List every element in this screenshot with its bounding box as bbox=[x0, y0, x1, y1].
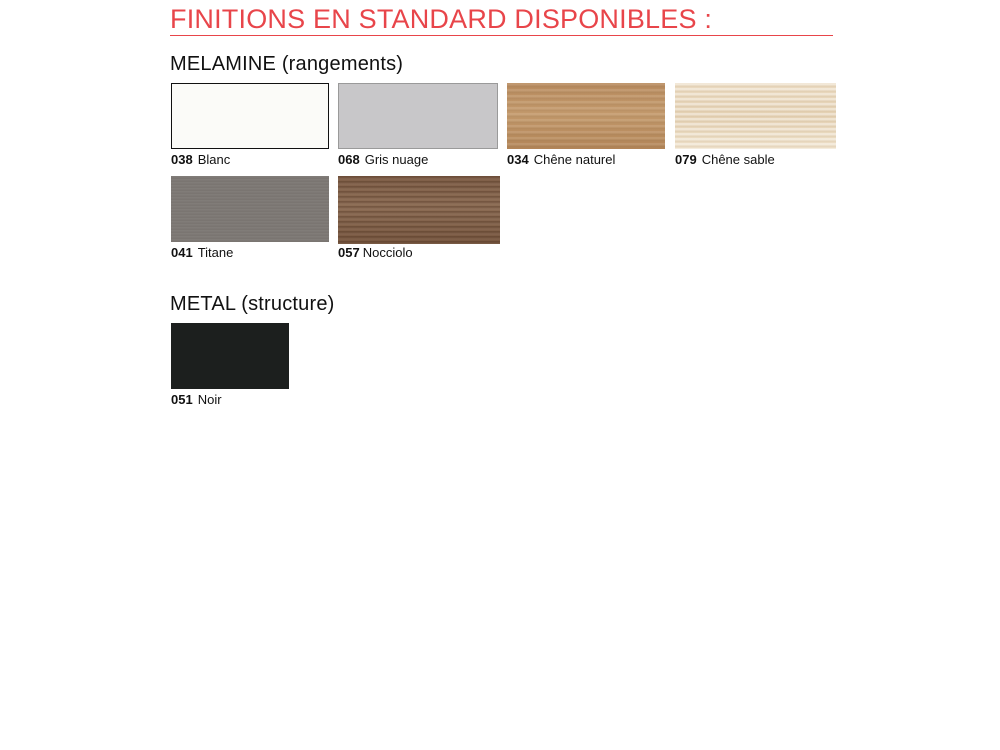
swatch-code: 068 bbox=[338, 152, 360, 167]
swatch-color bbox=[507, 83, 665, 149]
swatch-caption bbox=[171, 392, 222, 407]
swatch-caption bbox=[338, 245, 413, 260]
swatch-color bbox=[171, 83, 329, 149]
swatch-color bbox=[338, 83, 498, 149]
swatch-name: Nocciolo bbox=[362, 245, 413, 260]
swatch-code: 041 bbox=[171, 245, 193, 260]
title-divider bbox=[170, 35, 833, 36]
swatch-code: 051 bbox=[171, 392, 193, 407]
swatch-caption bbox=[338, 152, 428, 167]
swatch-caption bbox=[675, 152, 775, 167]
swatch-name: Titane bbox=[197, 245, 234, 260]
swatch-code: 079 bbox=[675, 152, 697, 167]
swatch-name: Gris nuage bbox=[364, 152, 429, 167]
swatch-name: Blanc bbox=[197, 152, 231, 167]
metal-heading: METAL (structure) bbox=[170, 293, 335, 315]
swatch-code: 034 bbox=[507, 152, 529, 167]
swatch-name: Chêne sable bbox=[701, 152, 775, 167]
swatch-color bbox=[338, 176, 500, 244]
page-title: FINITIONS EN STANDARD DISPONIBLES : bbox=[170, 4, 713, 34]
swatch-code: 038 bbox=[171, 152, 193, 167]
swatch-color bbox=[171, 323, 289, 389]
swatch-code: 057 bbox=[338, 245, 360, 260]
swatch-color bbox=[171, 176, 329, 242]
swatch-caption bbox=[507, 152, 615, 167]
swatch-name: Noir bbox=[197, 392, 222, 407]
swatch-caption bbox=[171, 152, 230, 167]
swatch-name: Chêne naturel bbox=[533, 152, 616, 167]
melamine-heading: MELAMINE (rangements) bbox=[170, 53, 404, 75]
swatch-caption bbox=[171, 245, 233, 260]
swatch-color bbox=[675, 83, 836, 149]
